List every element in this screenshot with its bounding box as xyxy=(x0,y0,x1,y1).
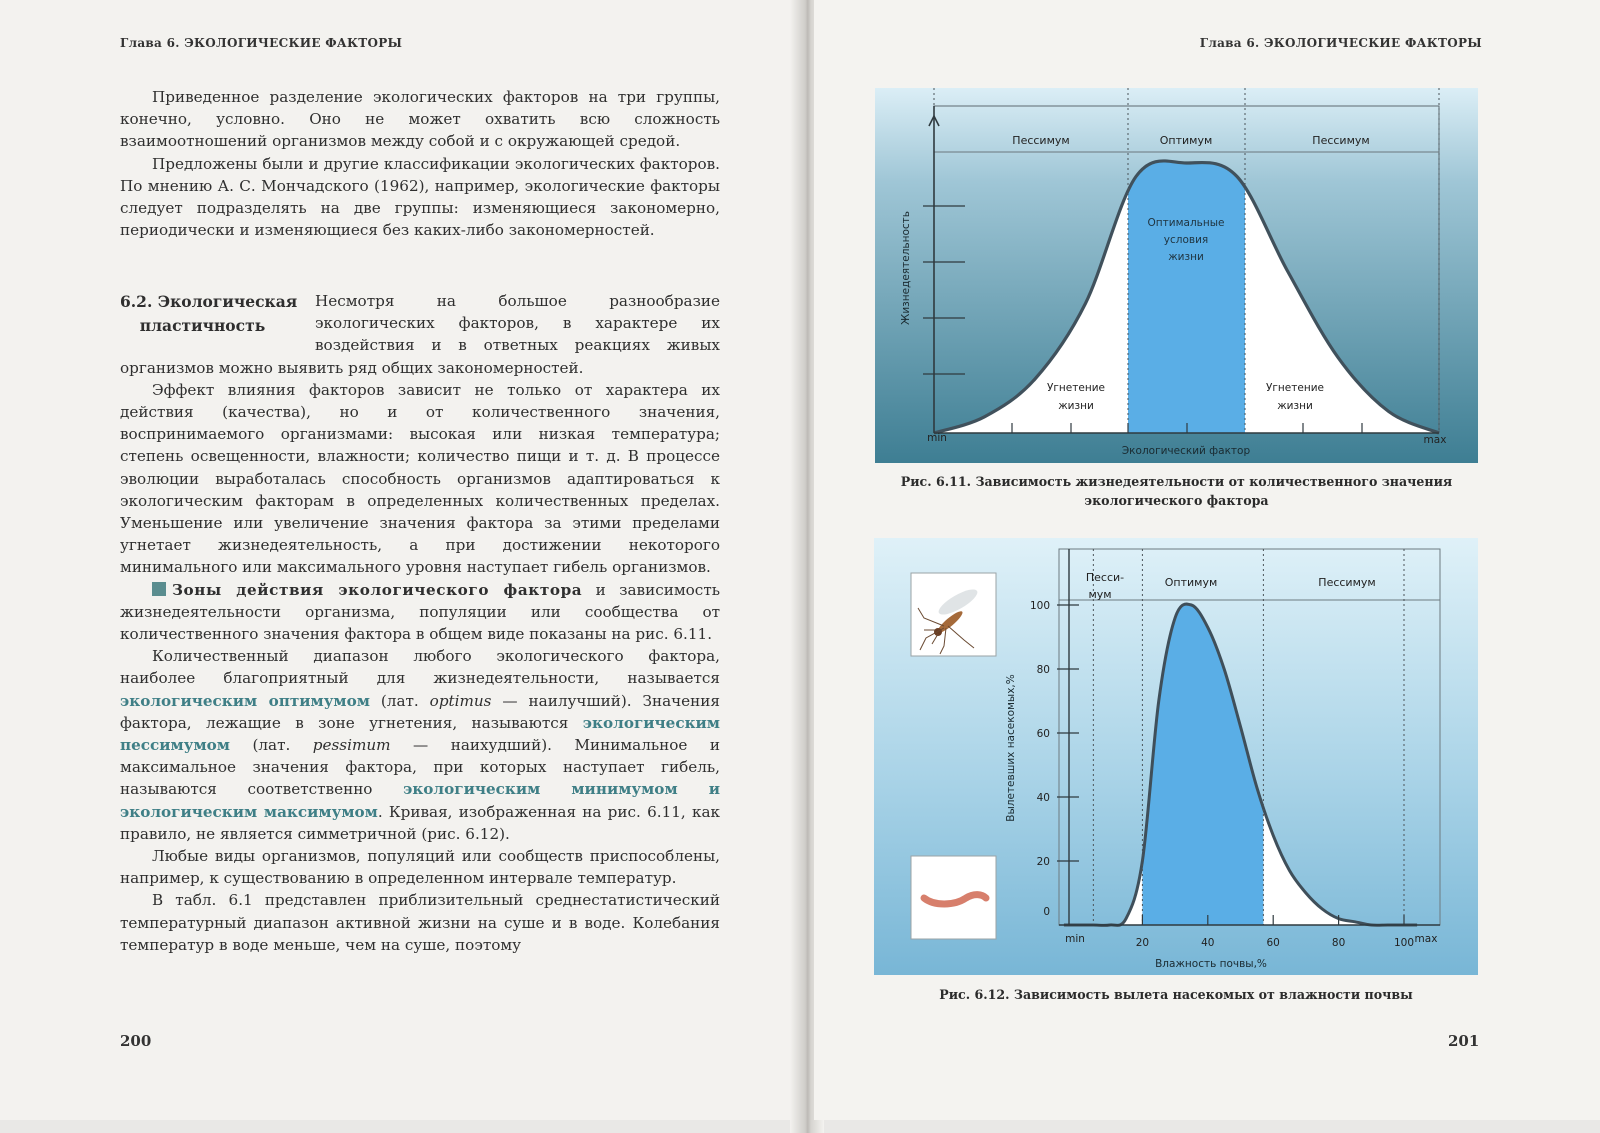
paragraph-3: Несмотря на большое разнообразие экологических факторов, в характере их воздействия и в ответных реакциях живых организмов можно выявить ряд общих закономерностей. xyxy=(120,292,720,377)
fig2-x-tick-label: min xyxy=(1065,933,1085,945)
fig2-y-label: Вылетевших насекомых,% xyxy=(1005,674,1017,822)
paragraph-2: Предложены были и другие классификации экологических факторов. По мнению А. С. Мончадского (1962), например, экологические факторы следует подразделять на две группы: изменяющиеся закономерно, периодически и изменяющиеся без каких-либо закономерностей. xyxy=(120,154,720,240)
fig1-depression-right-l1: Угнетение xyxy=(1266,382,1324,394)
fig2-zone-mid: Оптимум xyxy=(1164,576,1218,589)
figure-6-11-caption xyxy=(875,472,1478,510)
page-number-right: 201 xyxy=(1448,1032,1480,1050)
paragraph-5 xyxy=(120,579,720,646)
chart-6-12 xyxy=(874,538,1478,975)
left-page xyxy=(0,0,806,1120)
section-number-title: 6.2. Экологическая xyxy=(120,292,298,311)
term-pessimum: экологическим пессимумом xyxy=(120,713,720,755)
term-optimum: экологическим оптимумом xyxy=(120,691,370,710)
fig1-caption-line2: экологического фактора xyxy=(1084,493,1269,508)
fig2-x-label: Влажность почвы,% xyxy=(1155,958,1267,970)
fig1-depression-left-l1: Угнетение xyxy=(1047,382,1105,394)
zone-heading: Зоны действия экологического фактора xyxy=(172,580,583,599)
fig2-zone-left-l1: Песси- xyxy=(1085,571,1125,584)
left-body-text-main xyxy=(120,290,720,956)
paragraph-4: Эффект влияния факторов зависит не только от характера их действия (качества), но и от количественного значения, воспринимаемого организмами: высокая или низкая температура; степень освещенности, влажности; количество пищи и т. д. В процессе эволюции выработалась способность организмов адаптироваться к экологическим факторам в определенных количественных пределах. Уменьшение или увеличение значения фактора за этими пределами угнетает жизнедеятельность, а при достижении некоторого минимального или максимального уровня наступает гибель организмов. xyxy=(120,380,720,577)
square-bullet-icon xyxy=(152,582,166,596)
fig2-zone-right: Пессимум xyxy=(1318,576,1376,589)
fig1-zone-left: Пессимум xyxy=(1012,134,1070,147)
right-page xyxy=(814,0,1600,1120)
fig2-y-tick-label: 80 xyxy=(1036,664,1050,676)
fig2-zone-left-l2: мум xyxy=(1088,588,1112,601)
latin-optimus: optimus xyxy=(429,691,492,710)
para6-a: Количественный диапазон любого экологического фактора, наиболее благоприятный для жизнедеятельности, называется xyxy=(120,647,720,688)
fig2-y-tick-label: 0 xyxy=(1043,906,1050,918)
paragraph-8: В табл. 6.1 представлен приблизительный среднестатистический температурный диапазон активной жизни на суше и в воде. Колебания температур в воде меньше, чем на суше, поэтому xyxy=(120,891,720,954)
fig1-optimal-l2: условия xyxy=(1163,234,1209,246)
figure-6-12 xyxy=(874,538,1478,975)
page-number-left: 200 xyxy=(120,1032,152,1050)
para6-d: (лат. xyxy=(229,736,313,755)
paragraph-6 xyxy=(120,645,720,845)
para6-f: . Кривая, изображенная на рис. 6.11, как правило, не является симметричной (рис. 6.12). xyxy=(120,802,720,843)
figure-6-11 xyxy=(875,88,1478,463)
fig1-depression-left-l2: жизни xyxy=(1058,400,1094,412)
para6-c: — наилучший). Значения фактора, лежащие в зоне угнетения, называются xyxy=(120,691,720,732)
fig1-optimal-l3: жизни xyxy=(1168,251,1204,263)
earthworm-illustration xyxy=(911,856,996,939)
fig1-zone-right: Пессимум xyxy=(1312,134,1370,147)
fig2-x-tick-label: 40 xyxy=(1201,937,1215,949)
latin-pessimum: pessimum xyxy=(312,736,391,755)
term-min-max: экологическим минимумом и экологическим максимумом xyxy=(120,780,720,821)
fig1-depression-right-l2: жизни xyxy=(1277,400,1313,412)
fig1-caption-line1: Рис. 6.11. Зависимость жизнедеятельности от количественного значения xyxy=(900,474,1453,489)
fig2-x-tick-label: 60 xyxy=(1266,937,1280,949)
figure-6-12-caption: Рис. 6.12. Зависимость вылета насекомых от влажности почвы xyxy=(939,987,1413,1002)
fig2-x-tick-label: 20 xyxy=(1135,937,1150,949)
fig1-x-label: Экологический фактор xyxy=(1121,445,1251,457)
fig1-optimal-l1: Оптимальные xyxy=(1147,217,1225,229)
para6-b: (лат. xyxy=(369,691,430,710)
running-head-left: Глава 6. ЭКОЛОГИЧЕСКИЕ ФАКТОРЫ xyxy=(120,36,403,50)
fig2-y-tick-label: 40 xyxy=(1036,792,1050,804)
running-head-right: Глава 6. ЭКОЛОГИЧЕСКИЕ ФАКТОРЫ xyxy=(1199,36,1482,50)
fig2-x-tick-label: 80 xyxy=(1331,937,1346,949)
fig2-x-tick-label: max xyxy=(1414,933,1438,945)
fig1-y-label: Жизнедеятельность xyxy=(900,211,912,325)
paragraph-1: Приведенное разделение экологических факторов на три группы, конечно, условно. Оно не может охватить всю сложность взаимоотношений организмов между собой и с окружающей средой. xyxy=(120,88,720,151)
fig1-zone-mid: Оптимум xyxy=(1159,134,1213,147)
fig2-y-tick-label: 100 xyxy=(1029,600,1050,612)
fig2-y-tick-label: 60 xyxy=(1036,728,1050,740)
para6-e: — наихудший). Минимальное и максимальное значения фактора, при которых наступает гибель, называются соответственно xyxy=(120,736,720,799)
fig1-x-max: max xyxy=(1423,434,1447,446)
section-title-line2: пластичность xyxy=(139,316,266,335)
chart-6-11 xyxy=(875,88,1478,463)
mosquito-illustration xyxy=(911,573,996,656)
fig2-y-tick-label: 20 xyxy=(1036,856,1050,868)
fig1-x-min: min xyxy=(927,432,947,444)
paragraph-7: Любые виды организмов, популяций или сообществ приспособлены, например, к существованию в определенном интервале температур. xyxy=(120,847,720,888)
paragraph-5-rest: и зависимость жизнедеятельности организма, популяции или сообщества от количественного значения фактора в общем виде показаны на рис. 6.11. xyxy=(120,580,720,644)
fig2-x-tick-label: 100 xyxy=(1393,937,1415,949)
section-heading xyxy=(120,290,305,338)
left-body-text-top xyxy=(120,86,720,241)
